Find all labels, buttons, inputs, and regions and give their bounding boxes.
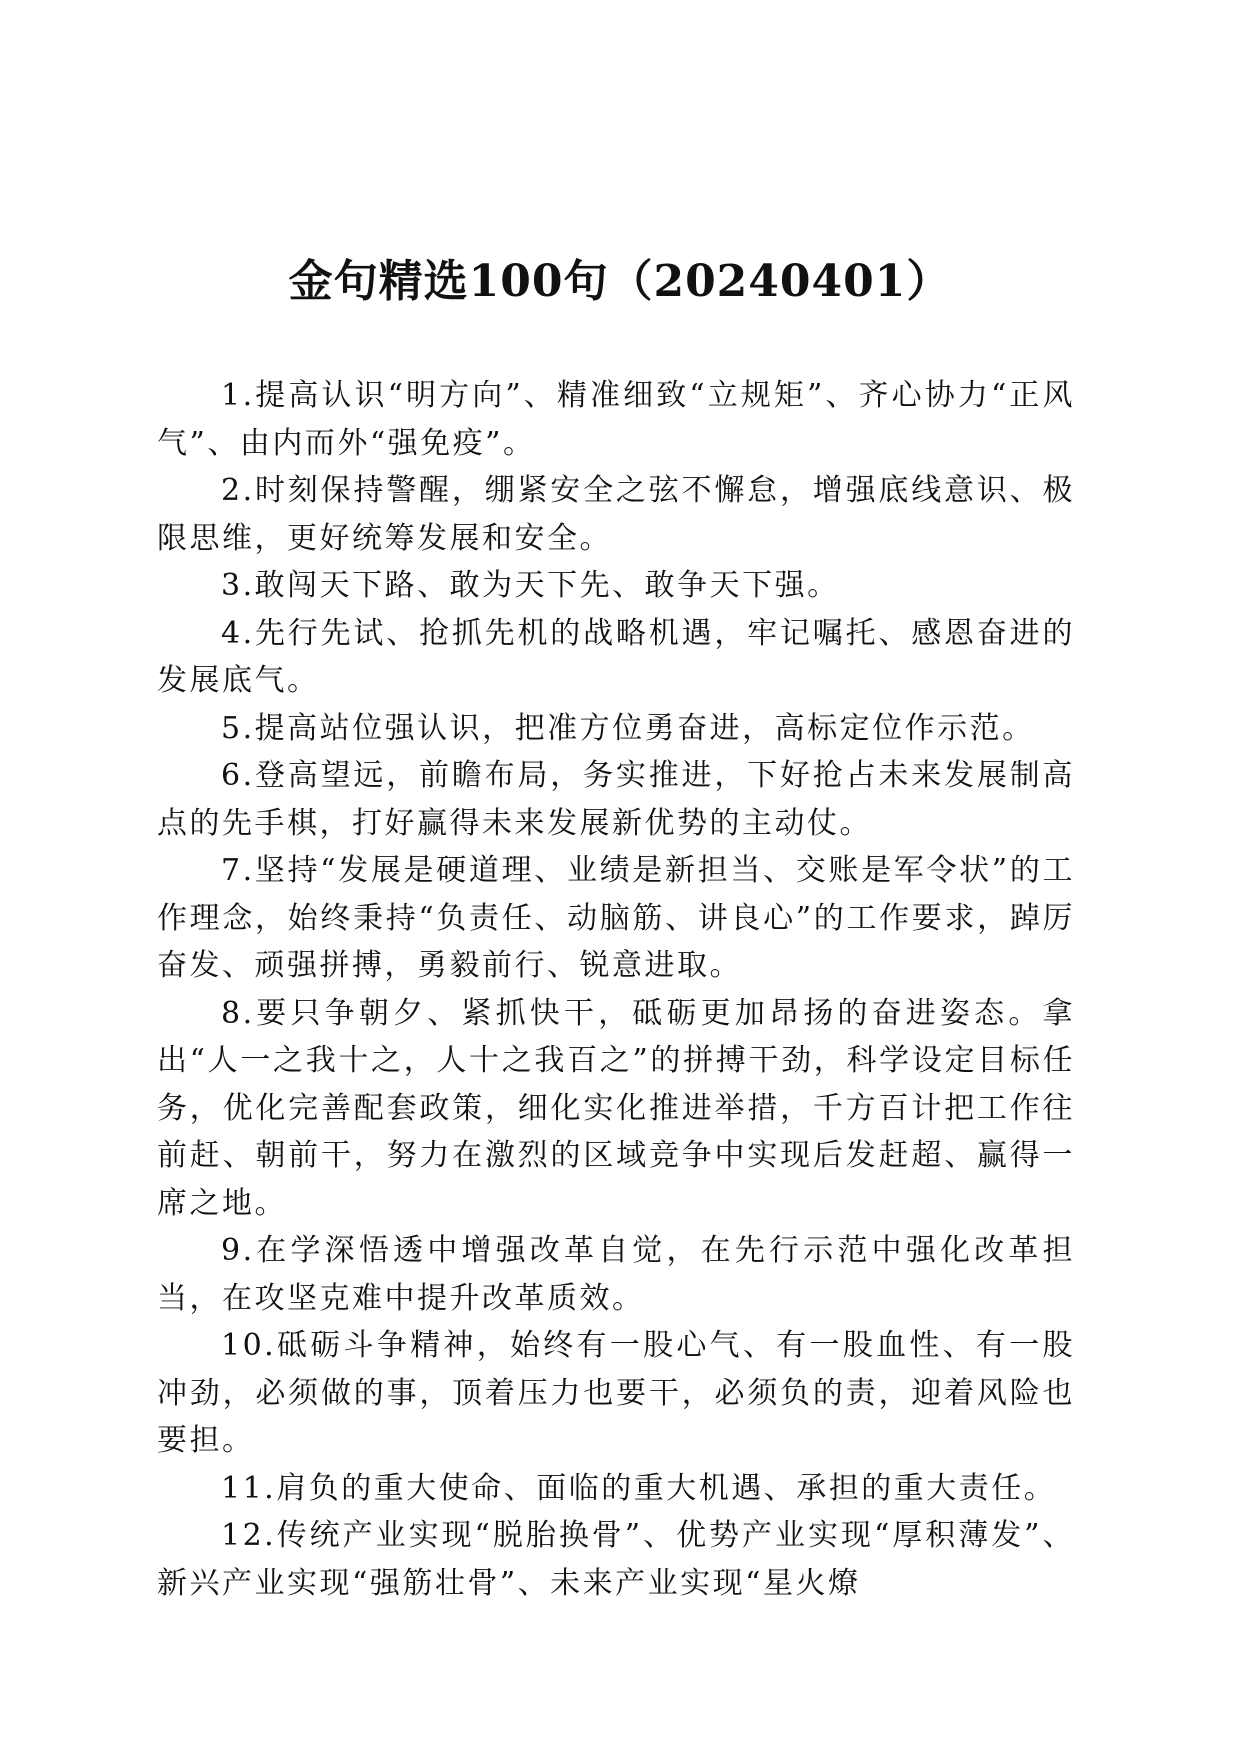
paragraph-4: 4.先行先试、抢抓先机的战略机遇，牢记嘱托、感恩奋进的发展底气。	[157, 615, 1075, 698]
paragraph-8: 8.要只争朝夕、紧抓快干，砥砺更加昂扬的奋进姿态。拿出“人一之我十之，人十之我百之”的拼搏干劲，科学设定目标任务，优化完善配套政策，细化实化推进举措，千方百计把工作往前赶、朝前干，努力在激烈的区域竞争中实现后发赶超、赢得一席之地。	[157, 995, 1075, 1221]
paragraph-9: 9.在学深悟透中增强改革自觉，在先行示范中强化改革担当，在攻坚克难中提升改革质效。	[157, 1233, 1075, 1316]
paragraph-7: 7.坚持“发展是硬道理、业绩是新担当、交账是军令状”的工作理念，始终秉持“负责任、动脑筋、讲良心”的工作要求，踔厉奋发、顽强拼搏，勇毅前行、锐意进取。	[157, 853, 1075, 983]
document-title: 金句精选100句（20240401）	[288, 256, 952, 307]
document-body	[157, 372, 1075, 1607]
paragraph-10: 10.砥砺斗争精神，始终有一股心气、有一股血性、有一股冲劲，必须做的事，顶着压力也要干，必须负的责，迎着风险也要担。	[157, 1328, 1075, 1458]
paragraph-3: 3.敢闯天下路、敢为天下先、敢争天下强。	[221, 568, 840, 603]
paragraph-12: 12.传统产业实现“脱胎换骨”、优势产业实现“厚积薄发”、新兴产业实现“强筋壮骨”、未来产业实现“星火燎	[157, 1518, 1075, 1601]
paragraph-5: 5.提高站位强认识，把准方位勇奋进，高标定位作示范。	[221, 710, 1035, 746]
paragraph-1: 1.提高认识“明方向”、精准细致“立规矩”、齐心协力“正风气”、由内而外“强免疫”。	[157, 378, 1075, 461]
paragraph-2: 2.时刻保持警醒，绷紧安全之弦不懈怠，增强底线意识、极限思维，更好统筹发展和安全。	[157, 473, 1075, 556]
paragraph-6: 6.登高望远，前瞻布局，务实推进，下好抢占未来发展制高点的先手棋，打好赢得未来发展新优势的主动仗。	[157, 758, 1075, 841]
paragraph-11: 11.肩负的重大使命、面临的重大机遇、承担的重大责任。	[221, 1470, 1057, 1506]
